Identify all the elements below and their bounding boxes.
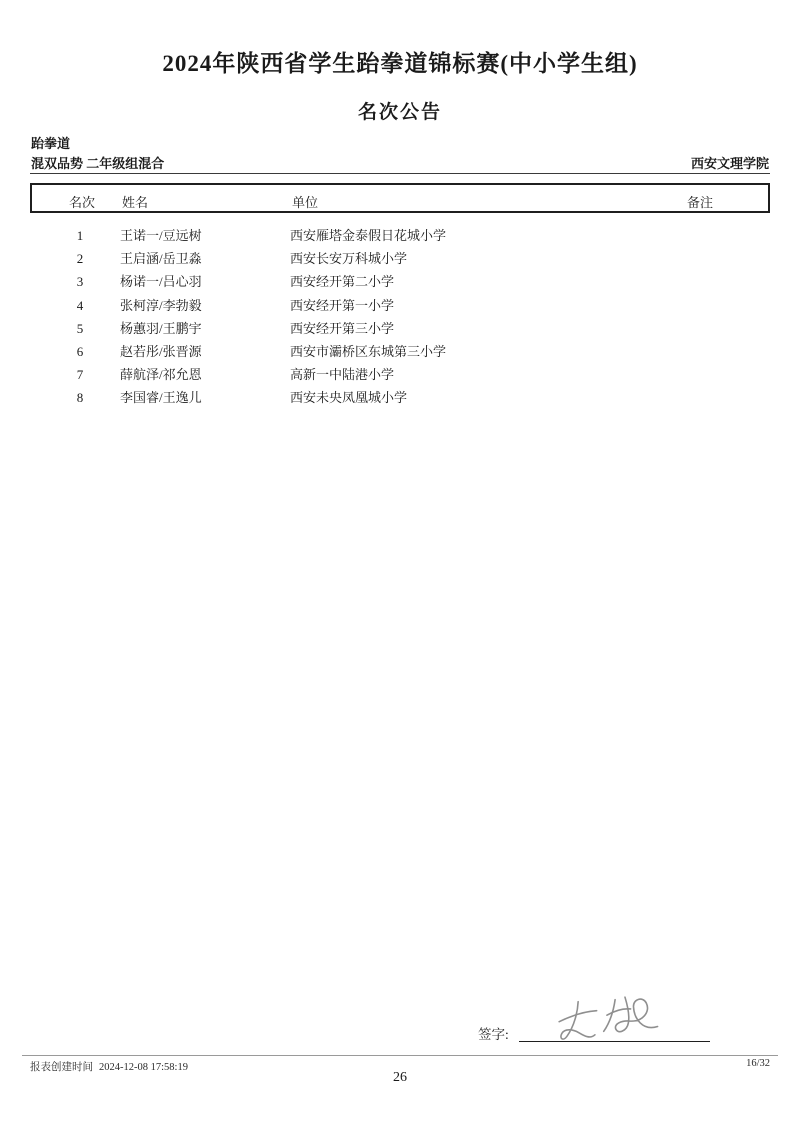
footer-divider	[22, 1055, 778, 1056]
signature-label: 签字:	[478, 1027, 509, 1042]
cell-rank: 8	[76, 390, 84, 406]
cell-rank: 4	[76, 297, 84, 313]
cell-name: 张柯淳/李勃毅	[120, 297, 202, 313]
table-row	[30, 363, 770, 386]
cell-rank: 2	[76, 251, 84, 267]
cell-unit: 西安未央凤凰城小学	[290, 390, 408, 406]
table-row	[30, 386, 770, 409]
table-row	[30, 294, 770, 317]
table-row	[30, 317, 770, 340]
cell-unit: 西安雁塔金泰假日花城小学	[290, 228, 447, 243]
col-header-name: 姓名	[122, 195, 149, 210]
cell-rank: 3	[76, 274, 84, 290]
sheet-index: 16/32	[746, 1058, 770, 1069]
cell-unit: 西安经开第二小学	[290, 274, 395, 290]
venue-name: 西安文理学院	[690, 156, 769, 171]
cell-unit: 西安经开第三小学	[290, 320, 395, 336]
col-header-rank: 名次	[68, 195, 95, 210]
event-name: 混双品势 二年级组混合	[31, 156, 165, 171]
cell-rank: 1	[76, 228, 84, 243]
page-title: 2024年陕西省学生跆拳道锦标赛(中小学生组)	[162, 51, 638, 76]
table-row	[30, 224, 770, 247]
cell-name: 王启涵/岳卫淼	[120, 251, 202, 267]
cell-unit: 西安长安万科城小学	[290, 251, 408, 267]
cell-rank: 7	[76, 367, 84, 383]
cell-name: 杨诺一/吕心羽	[120, 274, 202, 290]
signature-handwriting	[544, 988, 677, 1047]
cell-rank: 6	[76, 343, 84, 359]
table-row	[30, 247, 770, 270]
cell-name: 薛航泽/祁允恩	[120, 367, 202, 383]
cell-name: 王诺一/豆远树	[120, 228, 202, 243]
col-header-remark: 备注	[687, 195, 714, 210]
sport-label: 跆拳道	[31, 136, 71, 151]
report-created-label: 报表创建时间	[30, 1062, 93, 1073]
col-header-unit: 单位	[292, 195, 319, 210]
table-header-row	[30, 183, 770, 213]
cell-unit: 西安经开第一小学	[290, 297, 395, 313]
cell-rank: 5	[76, 320, 84, 336]
cell-unit: 西安市灞桥区东城第三小学	[290, 343, 447, 359]
page-subtitle: 名次公告	[357, 102, 442, 123]
cell-name: 杨蕙羽/王鹏宇	[120, 320, 202, 336]
table-row	[30, 340, 770, 363]
cell-name: 赵若彤/张晋源	[120, 343, 202, 359]
page-number: 26	[393, 1070, 407, 1085]
table-row	[30, 270, 770, 293]
meta-divider	[30, 173, 770, 174]
cell-unit: 高新一中陆港小学	[290, 367, 395, 383]
table-body	[30, 224, 770, 410]
event-line	[31, 153, 769, 174]
cell-name: 李国睿/王逸儿	[120, 390, 202, 406]
report-created-time: 2024-12-08 17:58:19	[99, 1062, 188, 1073]
